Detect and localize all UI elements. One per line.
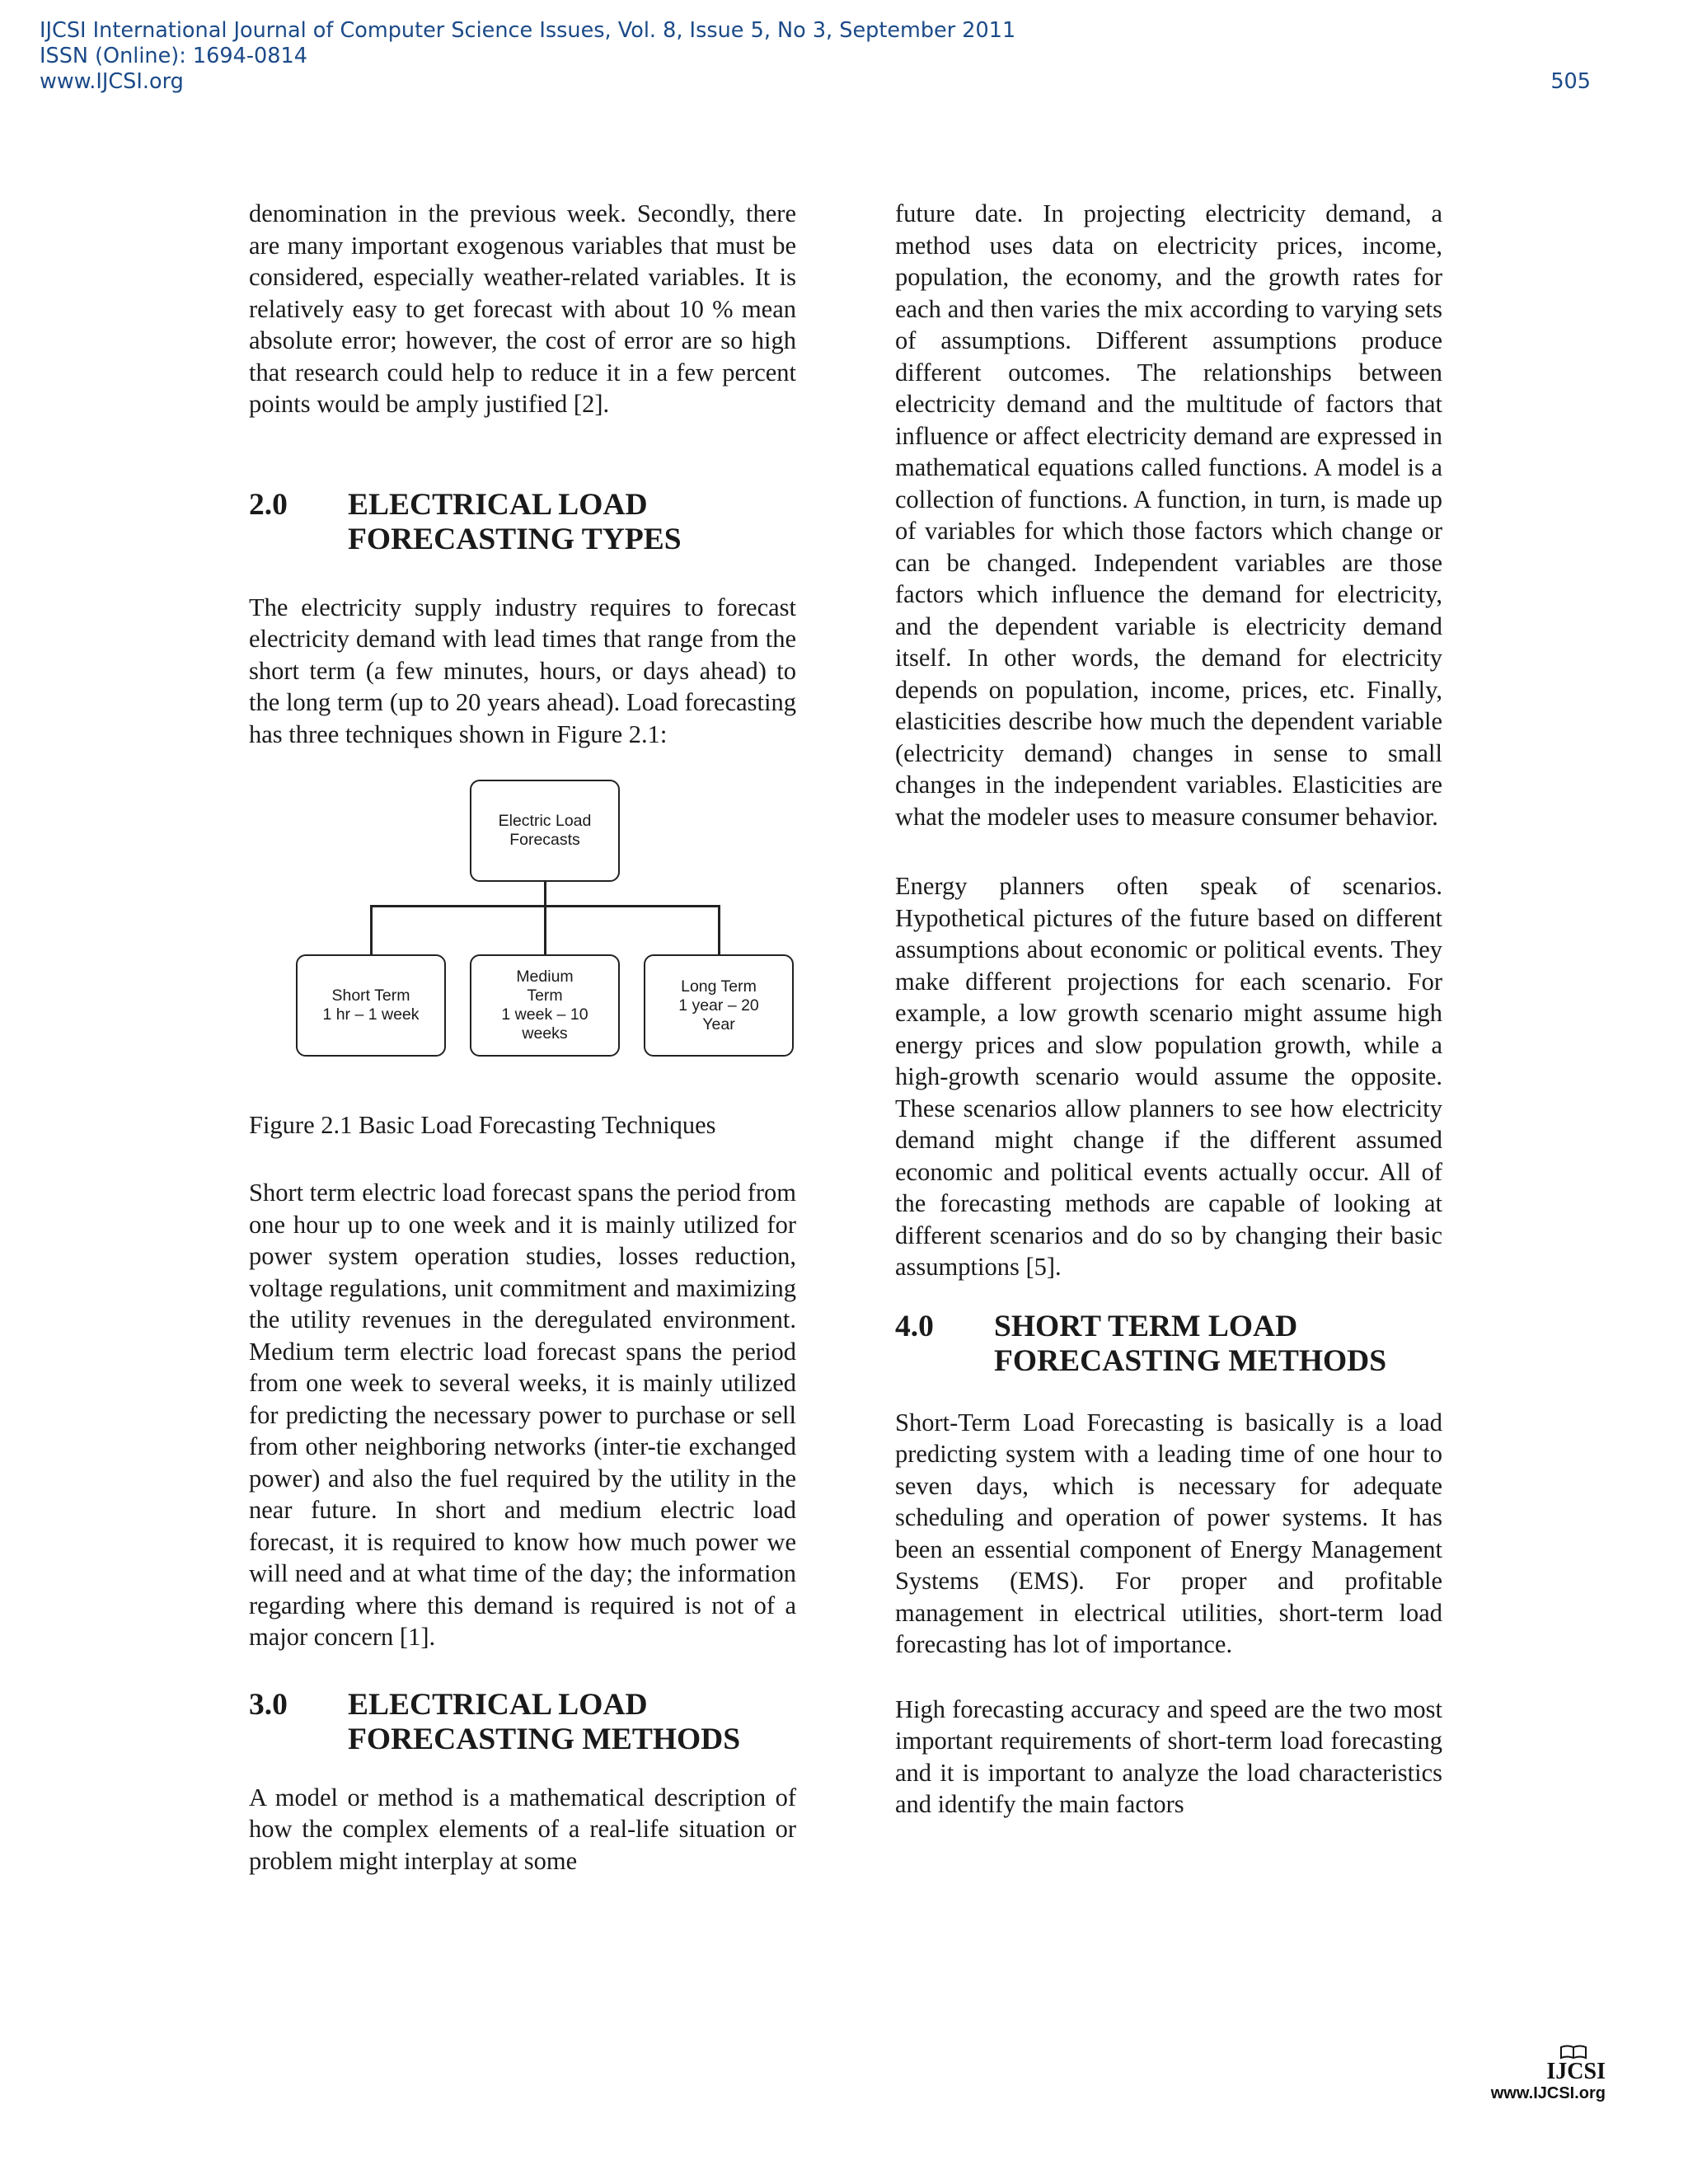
figure-load-forecasting-tree <box>272 780 796 1109</box>
box-short-term <box>296 954 446 1057</box>
box-label: Long Term <box>681 977 757 996</box>
paragraph: High forecasting accuracy and speed are the two most important requirements of short-term load forecasting and it is important to analyze the load characteristics and identify the main factors <box>895 1694 1442 1818</box>
root-box-electric-load-forecasts <box>470 780 620 882</box>
box-label: 1 week – 10 <box>501 1005 588 1024</box>
connector-line <box>544 882 546 907</box>
section-title-line: ELECTRICAL LOAD <box>348 1687 648 1722</box>
paragraph: A model or method is a mathematical description of how the complex elements of a real-life situation or problem might interplay at some <box>249 1783 796 1875</box>
box-label: 1 year – 20 <box>678 996 759 1015</box>
footer-url[interactable]: www.IJCSI.org <box>1490 2084 1606 2102</box>
box-label: weeks <box>522 1024 568 1043</box>
connector-line <box>718 905 720 954</box>
section-number: 2.0 <box>249 487 288 522</box>
paragraph: Energy planners often speak of scenarios. Hypothetical pictures of the future based on different assumptions about economic or political events. They make different projections for each scenario. For example, a low growth scenario might assume high energy prices and slow population growth, while a high-growth scenario would assume the opposite. These scenarios allow planners to see how electricity demand might change if the different assumed economic and political events actually occur. All of the forecasting methods are capable of looking at different scenarios and do so by changing their basic assumptions [5]. <box>895 872 1442 1281</box>
paragraph: Short term electric load forecast spans the period from one hour up to one week and it is mainly utilized for power system operation studies, losses reduction, voltage regulations, unit commitment and maximizing the utility revenues in the deregulated environment. Medium term electric load forecast spans the period from one week to several weeks, it is mainly utilized for predicting the necessary power to purchase or sell from other neighboring networks (inter-tie exchanged power) and also the fuel required by the utility in the near future. In short and medium electric load forecast, it is required to know how much power we will need and at what time of the day; the information regarding where this demand is required is not of a major concern [1]. <box>249 1179 796 1651</box>
section-title-line: FORECASTING TYPES <box>348 522 682 556</box>
box-label: Term <box>527 987 563 1005</box>
box-label: Medium <box>516 968 574 986</box>
section-title-line: FORECASTING METHODS <box>994 1343 1387 1378</box>
ijcsi-logo <box>1491 2044 1606 2103</box>
connector-line <box>370 905 373 954</box>
paragraph: future date. In projecting electricity demand, a method uses data on electricity prices, income, population, the economy, and the growth rates for each and then varies the mix according to varying sets of assumptions. Different assumptions produce different outcomes. The relationships between electricity demand and the multitude of factors that influence or affect electricity demand are expressed in mathematical equations called functions. A model is a collection of functions. A function, in turn, is made up of variables for which those factors which change or can be changed. Independent variables are those factors which influence the demand for electricity, and the dependent variable is electricity demand itself. In other words, the demand for electricity depends on population, income, prices, etc. Finally, elasticities describe how much the dependent variable (electricity demand) changes in sense to small changes in the independent variables. Elasticities are what the modeler uses to measure consumer behavior. <box>895 199 1442 831</box>
website-link[interactable]: www.IJCSI.org <box>40 69 184 94</box>
right-column <box>895 198 1442 1821</box>
open-book-icon <box>1559 2044 1587 2060</box>
box-label: Forecasts <box>509 831 580 849</box>
logo-text: IJCSI <box>1546 2059 1606 2084</box>
paragraph: denomination in the previous week. Secondly, there are many important exogenous variables that must be considered, especially weather-related variables. It is relatively easy to get forecast with about 10 % mean absolute error; however, the cost of error are so high that research could help to reduce it in a few percent points would be amply justified [2]. <box>249 199 796 418</box>
issn: ISSN (Online): 1694-0814 <box>40 44 307 68</box>
section-heading-4 <box>895 1310 1442 1379</box>
box-long-term <box>644 954 794 1057</box>
paragraph: The electricity supply industry requires to forecast electricity demand with lead times that range from the short term (a few minutes, hours, or days ahead) to the long term (up to 20 years ahead). Load forecasting has three techniques shown in Figure 2.1: <box>249 593 796 748</box>
box-label: Short Term <box>331 987 410 1005</box>
box-medium-term <box>470 954 620 1057</box>
box-label: 1 hr – 1 week <box>322 1005 420 1024</box>
journal-title: IJCSI International Journal of Computer Science Issues, Vol. 8, Issue 5, No 3, September 2011 <box>40 18 1016 43</box>
page-number: 505 <box>1550 69 1591 94</box>
section-title-line: FORECASTING METHODS <box>348 1722 741 1756</box>
section-heading-3 <box>249 1688 796 1757</box>
paragraph: Short-Term Load Forecasting is basically is a load predicting system with a leading time of one hour to seven days, which is necessary for adequate scheduling and operation of power systems. It has been an essential component of Energy Management Systems (EMS). For proper and profitable management in electrical utilities, short-term load forecasting has lot of importance. <box>895 1408 1442 1658</box>
section-heading-2 <box>249 488 796 557</box>
section-number: 3.0 <box>249 1687 288 1722</box>
box-label: Electric Load <box>498 812 592 830</box>
box-label: Year <box>702 1015 735 1033</box>
section-number: 4.0 <box>895 1309 934 1343</box>
figure-caption: Figure 2.1 Basic Load Forecasting Techniques <box>249 1111 716 1139</box>
left-column <box>249 198 796 1877</box>
section-title-line: ELECTRICAL LOAD <box>348 487 648 522</box>
section-title-line: SHORT TERM LOAD <box>994 1309 1298 1343</box>
connector-line <box>544 905 546 954</box>
